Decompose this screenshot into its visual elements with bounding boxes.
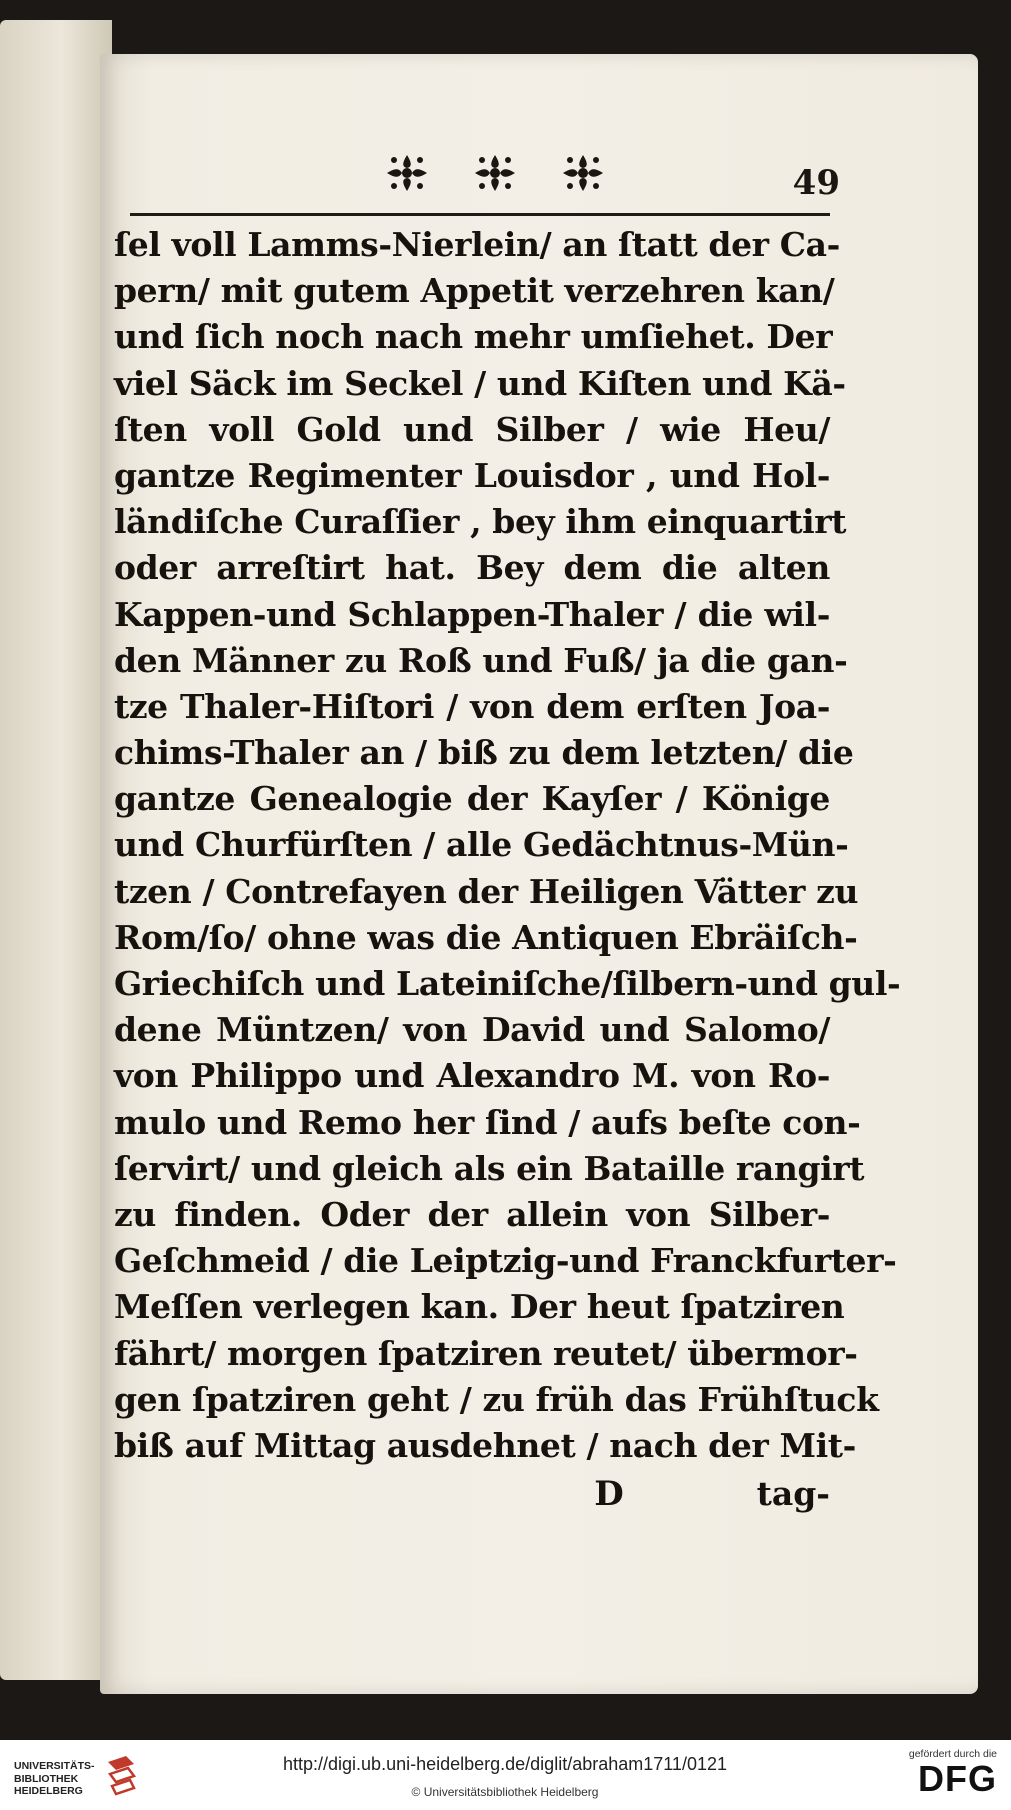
funder-caption: gefördert durch die (908, 1748, 997, 1760)
text-line: Rom/ſo/ ohne was die Antiquen Ebräiſch- (114, 917, 858, 957)
text-line: den Männer zu Roß und Fuß/ ja die gan- (114, 640, 848, 680)
catchword: tag- (756, 1474, 830, 1513)
header-rule (130, 213, 830, 216)
funder-logo[interactable] (877, 1748, 997, 1804)
text-line: gantze Regimenter Louisdor , und Hol- (114, 455, 830, 495)
text-line: biß auf Mittag ausdehnet / nach der Mit- (114, 1425, 856, 1465)
text-line: ländiſche Curaſſier , bey ihm einquartirt (114, 502, 847, 542)
text-line: und ſich noch nach mehr umſiehet. Der (114, 317, 833, 357)
text-line: tze Thaler-Hiſtori / von dem erſten Joa- (114, 686, 830, 726)
library-logo[interactable] (14, 1754, 144, 1800)
header-ornaments (385, 148, 605, 198)
text-line: gen ſpatziren geht / zu früh das Frühſtuck (114, 1379, 879, 1419)
fleuron-icon (385, 153, 429, 193)
text-line: mulo und Remo her ſind / aufs beſte con- (114, 1102, 861, 1142)
text-line: chims-Thaler an / biß zu dem letzten/ die (114, 733, 854, 773)
text-line: gantze Genealogie der Kayſer / Könige (114, 779, 830, 819)
fleuron-icon (473, 153, 517, 193)
text-line: pern/ mit gutem Appetit verzehren kan/ (114, 271, 835, 311)
text-line: tzen / Contrefayen der Heiligen Vätter zu (114, 871, 859, 911)
text-line: Kappen-und Schlappen-Thaler / die wil- (114, 594, 830, 634)
text-line: ſten voll Gold und Silber / wie Heu/ (114, 409, 830, 449)
dfg-logo: DFG (918, 1758, 997, 1799)
text-line: von Philippo und Alexandro M. von Ro- (114, 1056, 830, 1096)
text-line: viel Säck im Seckel / und Kiſten und Kä- (114, 363, 846, 403)
page-number: 49 (792, 163, 840, 203)
text-line: ſel voll Lamms-Nierlein/ an ſtatt der Ca- (114, 225, 840, 264)
permalink-url[interactable]: http://digi.ub.uni-heidelberg.de/diglit/abraham1711/0121 (283, 1754, 727, 1774)
copyright-notice: © Universitätsbibliothek Heidelberg (411, 1785, 599, 1799)
signature-mark: D (594, 1474, 624, 1514)
library-logo-text: UNIVERSITÄTS- BIBLIOTHEK HEIDELBERG (14, 1760, 95, 1797)
text-line: Geſchmeid / die Leiptzig-und Franckfurter- (114, 1241, 897, 1281)
page-foot (114, 1474, 830, 1520)
library-emblem-icon (104, 1754, 138, 1804)
fleuron-icon (561, 153, 605, 193)
text-line: und Churfürſten / alle Gedächtnus-Mün- (114, 825, 849, 865)
text-line: Meſſen verlegen kan. Der heut ſpatziren (114, 1287, 845, 1327)
text-block (114, 222, 901, 1469)
viewer-footer (0, 1740, 1011, 1810)
text-line: oder arreſtirt hat. Bey dem die alten (114, 548, 830, 588)
text-line: ſervirt/ und gleich als ein Bataille rangirt (114, 1148, 865, 1188)
text-line: fährt/ morgen ſpatziren reutet/ übermor- (114, 1333, 858, 1373)
text-line: zu finden. Oder der allein von Silber- (114, 1194, 830, 1234)
left-page-edge (0, 20, 112, 1680)
text-line: Griechiſch und Lateiniſche/ſilbern-und gul- (114, 964, 901, 1003)
text-line: dene Müntzen/ von David und Salomo/ (114, 1010, 830, 1050)
